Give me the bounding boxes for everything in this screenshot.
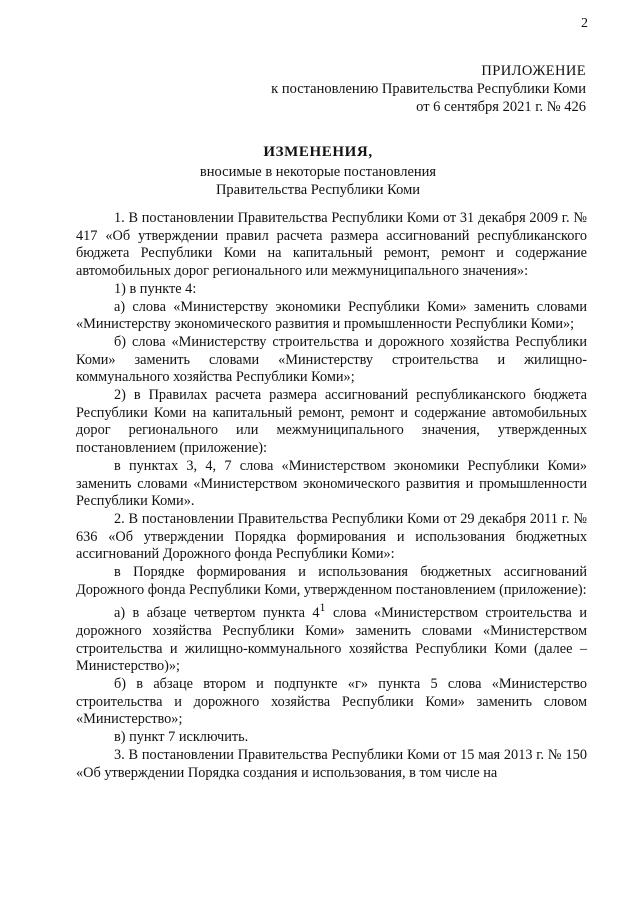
appendix-title: ПРИЛОЖЕНИЕ <box>481 63 586 79</box>
document-subtitle-1: вносимые в некоторые постановления <box>199 164 437 180</box>
appendix-line-2: от 6 сентября 2021 г. № 426 <box>416 99 586 115</box>
paragraph-11: в) пункт 7 исключить. <box>114 729 249 746</box>
paragraph-4: б) слова «Министерству строительства и дорожного хозяйства Республики Коми» заменить словами «Министерству строительства и жилищно-коммунального хозяйства Республики Коми»; <box>76 333 587 386</box>
paragraph-1: 1. В постановлении Правительства Республики Коми от 31 декабря 2009 г. № 417 «Об утверждении правил расчета размера ассигнований республиканского бюджета Республики Коми на капитальный ремонт, ремонт и содержание автомобильных дорог регионального или межмуниципального значения»: <box>76 210 587 280</box>
document-body <box>76 210 587 782</box>
paragraph-9-superscript: 1 <box>319 600 326 615</box>
paragraph-5: 2) в Правилах расчета размера ассигнований республиканского бюджета Республики Коми на капитальный ремонт, ремонт и содержание автомобильных дорог регионального или межмуниципального значения, утвержденных постановлением (приложение): <box>76 387 587 457</box>
paragraph-8: в Порядке формирования и использования бюджетных ассигнований Дорожного фонда Республики Коми, утвержденном постановлением (приложение): <box>76 564 587 598</box>
paragraph-9-start: а) в абзаце четвертом пункта 4 <box>114 605 320 622</box>
document-subtitle-2: Правительства Республики Коми <box>215 182 421 198</box>
appendix-line-1: к постановлению Правительства Республики Коми <box>271 81 586 97</box>
paragraph-2: 1) в пункте 4: <box>114 280 197 297</box>
appendix-block <box>271 62 586 116</box>
page-number: 2 <box>581 16 588 31</box>
paragraph-9 <box>76 599 587 676</box>
paragraph-3: а) слова «Министерству экономики Республики Коми» заменить словами «Министерству экономического развития и промышленности Республики Коми»; <box>76 298 587 333</box>
paragraph-9-end: слова «Министерством строительства и дорожного хозяйства Республики Коми» заменить словами «Министерством строительства и жилищно-коммунального хозяйства Республики Коми (далее – Министерство)»; <box>76 605 587 675</box>
paragraph-12: 3. В постановлении Правительства Республики Коми от 15 мая 2013 г. № 150 «Об утверждении Порядка создания и использования, в том числе на <box>76 746 587 781</box>
document-heading <box>50 143 586 199</box>
paragraph-7: 2. В постановлении Правительства Республики Коми от 29 декабря 2011 г. № 636 «Об утверждении Порядка формирования и использования бюджетных ассигнований Дорожного фонда Республики Коми»: <box>76 510 587 563</box>
paragraph-6: в пунктах 3, 4, 7 слова «Министерством экономики Республики Коми» заменить словами «Министерством экономического развития и промышленности Республики Коми». <box>76 457 587 510</box>
paragraph-10: б) в абзаце втором и подпункте «г» пункта 5 слова «Министерство строительства и дорожного хозяйства Республики Коми» заменить словом «Министерство»; <box>76 676 587 728</box>
document-title: ИЗМЕНЕНИЯ, <box>263 144 373 160</box>
